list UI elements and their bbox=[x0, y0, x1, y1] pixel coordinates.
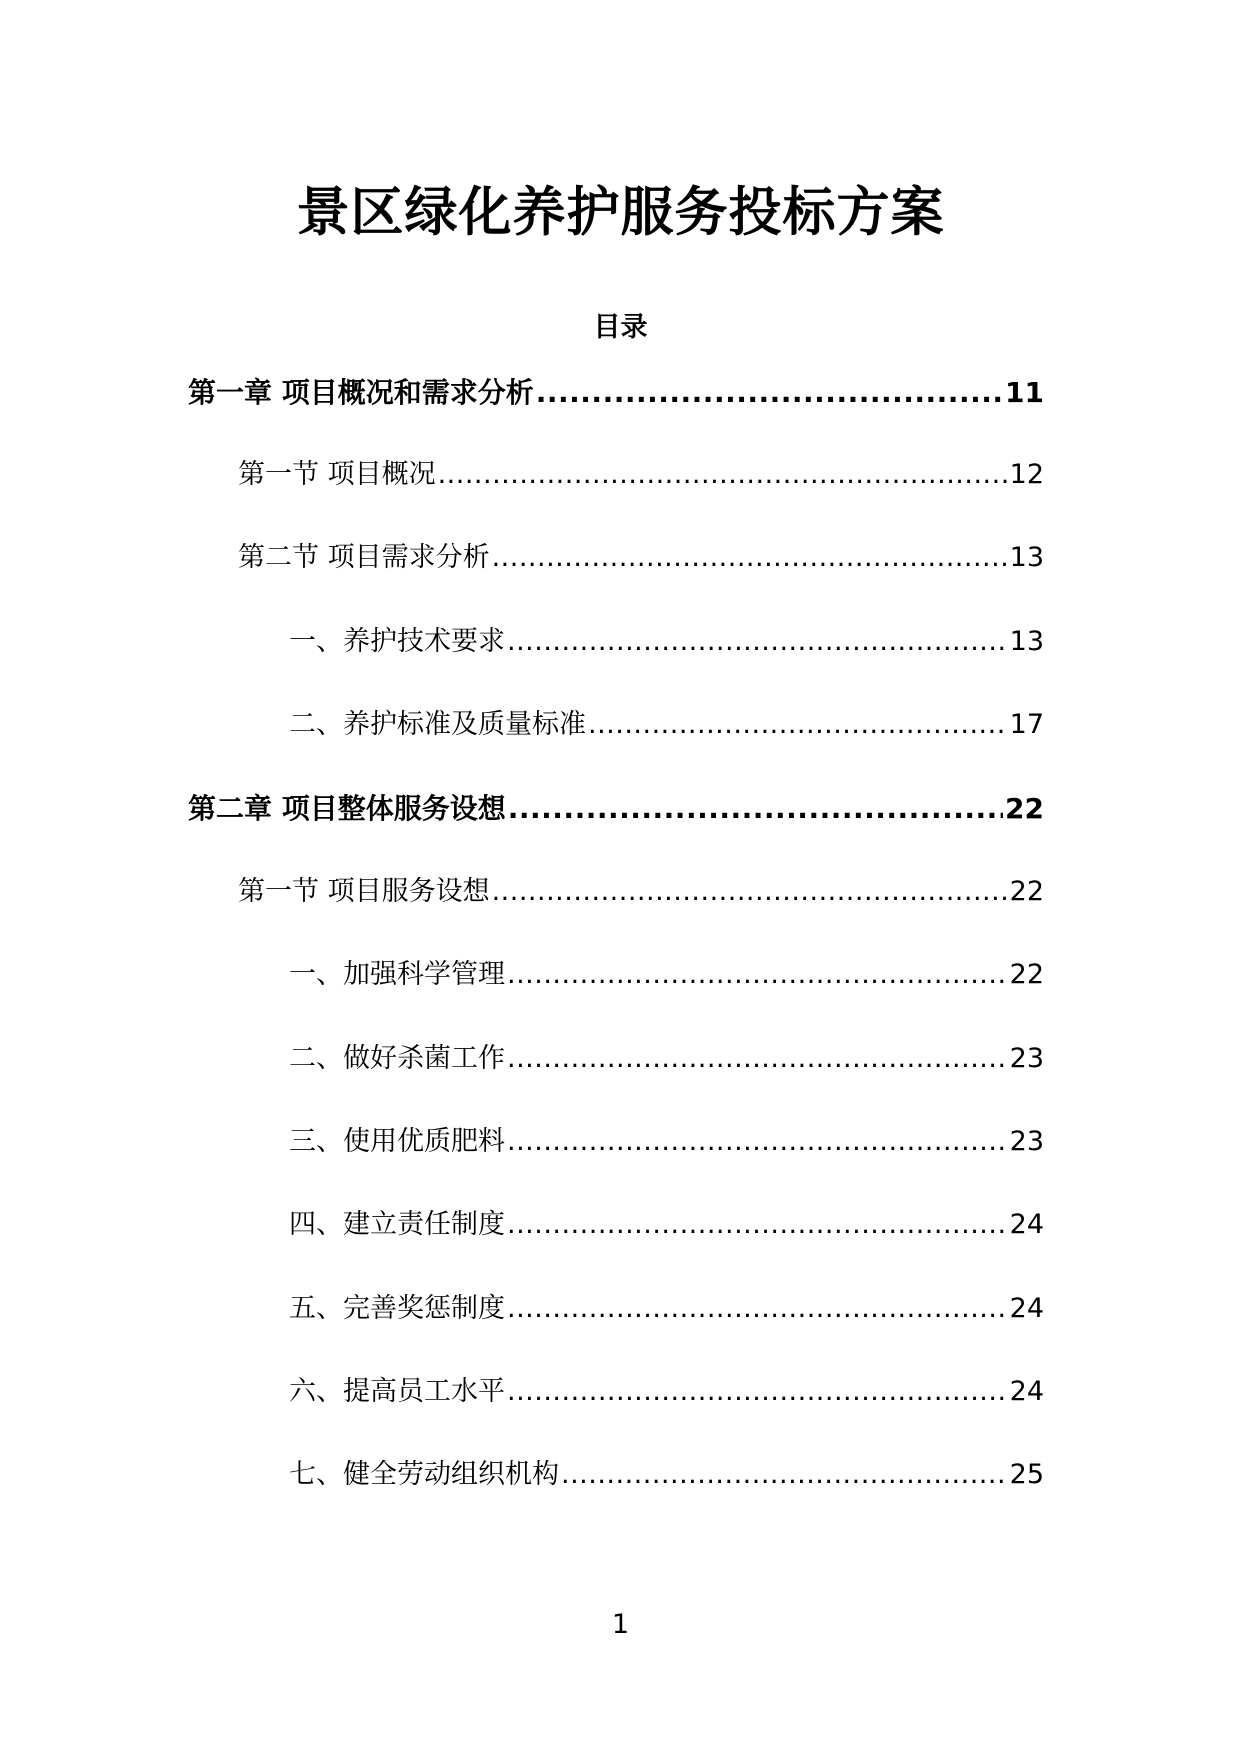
toc-page-number: 22 bbox=[1009, 876, 1044, 907]
toc-dot-leader bbox=[588, 705, 1008, 745]
toc-entry-text: 三、使用优质肥料 bbox=[289, 1126, 505, 1157]
toc-entry-section[interactable] bbox=[238, 455, 1044, 495]
toc-dot-leader bbox=[507, 1205, 1008, 1245]
toc-dot-leader bbox=[508, 789, 1003, 829]
toc-page-number: 12 bbox=[1009, 459, 1044, 490]
toc-page-number: 17 bbox=[1009, 709, 1044, 740]
toc-dot-leader bbox=[438, 455, 1008, 495]
toc-page-number: 22 bbox=[1009, 959, 1044, 990]
toc-entry-chapter[interactable] bbox=[188, 789, 1044, 829]
toc-entry-section[interactable] bbox=[238, 538, 1044, 578]
toc-dot-leader bbox=[507, 1122, 1008, 1162]
toc-entry-subsection[interactable] bbox=[289, 1372, 1044, 1412]
toc-page-number: 24 bbox=[1009, 1209, 1044, 1240]
toc-dot-leader bbox=[507, 955, 1008, 995]
toc-heading: 目录 bbox=[593, 312, 648, 343]
toc-dot-leader bbox=[507, 1289, 1008, 1329]
toc-entry-text: 一、养护技术要求 bbox=[289, 626, 505, 657]
toc-entry-text: 二、养护标准及质量标准 bbox=[289, 709, 586, 740]
toc-entry-subsection[interactable] bbox=[289, 622, 1044, 662]
toc-entry-text: 第二章 项目整体服务设想 bbox=[188, 792, 506, 825]
toc-dot-leader bbox=[492, 872, 1008, 912]
toc-page-number: 24 bbox=[1009, 1376, 1044, 1407]
toc-dot-leader bbox=[536, 373, 1003, 413]
toc-entry-text: 二、做好杀菌工作 bbox=[289, 1043, 505, 1074]
toc-dot-leader bbox=[507, 622, 1008, 662]
toc-dot-leader bbox=[507, 1039, 1008, 1079]
toc-entry-section[interactable] bbox=[238, 872, 1044, 912]
toc-entry-subsection[interactable] bbox=[289, 1205, 1044, 1245]
toc-entry-text: 第一章 项目概况和需求分析 bbox=[188, 376, 534, 409]
document-title: 景区绿化养护服务投标方案 bbox=[296, 182, 945, 243]
toc-dot-leader bbox=[492, 538, 1008, 578]
toc-entry-text: 七、健全劳动组织机构 bbox=[289, 1459, 559, 1490]
toc-page-number: 25 bbox=[1009, 1459, 1044, 1490]
toc-entry-subsection[interactable] bbox=[289, 705, 1044, 745]
toc-entry-text: 一、加强科学管理 bbox=[289, 959, 505, 990]
toc-entry-chapter[interactable] bbox=[188, 373, 1044, 413]
toc-entry-text: 四、建立责任制度 bbox=[289, 1209, 505, 1240]
toc-entry-text: 五、完善奖惩制度 bbox=[289, 1293, 505, 1324]
toc-dot-leader bbox=[507, 1372, 1008, 1412]
toc-entry-subsection[interactable] bbox=[289, 1455, 1044, 1495]
toc-entry-subsection[interactable] bbox=[289, 1122, 1044, 1162]
toc-dot-leader bbox=[561, 1455, 1008, 1495]
toc-page-number: 13 bbox=[1009, 542, 1044, 573]
toc-entry-subsection[interactable] bbox=[289, 955, 1044, 995]
toc-entry-text: 第二节 项目需求分析 bbox=[238, 542, 490, 573]
toc-entry-text: 第一节 项目服务设想 bbox=[238, 876, 490, 907]
toc-entry-text: 六、提高员工水平 bbox=[289, 1376, 505, 1407]
toc-page-number: 23 bbox=[1009, 1043, 1044, 1074]
toc-page-number: 23 bbox=[1009, 1126, 1044, 1157]
toc-page-number: 22 bbox=[1005, 792, 1044, 825]
toc-page-number: 13 bbox=[1009, 626, 1044, 657]
toc-entry-subsection[interactable] bbox=[289, 1039, 1044, 1079]
toc-page-number: 24 bbox=[1009, 1293, 1044, 1324]
toc-entry-text: 第一节 项目概况 bbox=[238, 459, 436, 490]
page-number: 1 bbox=[611, 1609, 630, 1640]
toc-page-number: 11 bbox=[1005, 376, 1044, 409]
toc-entry-subsection[interactable] bbox=[289, 1289, 1044, 1329]
